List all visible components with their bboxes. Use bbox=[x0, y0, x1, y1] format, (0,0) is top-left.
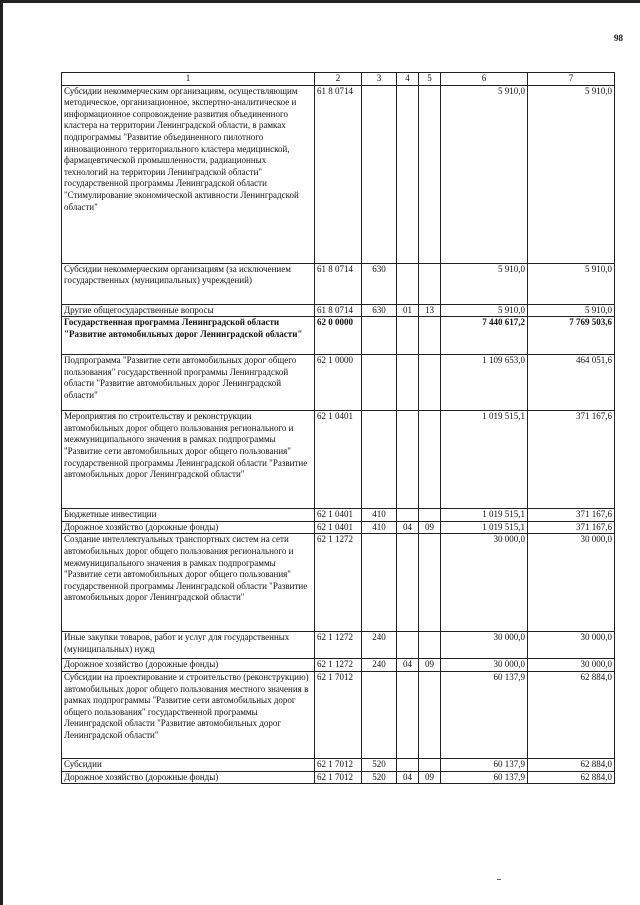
table-row bbox=[62, 509, 615, 522]
scan-edge-top bbox=[0, 0, 640, 3]
row-amount-year1-cell: 1 019 515,1 bbox=[441, 411, 528, 509]
scan-edge-left bbox=[0, 0, 3, 905]
row-expense-type-cell bbox=[362, 317, 397, 355]
row-section-cell bbox=[397, 411, 419, 509]
header-cell: 1 bbox=[62, 73, 315, 86]
table-row bbox=[62, 85, 615, 263]
row-name-cell: Бюджетные инвестиции bbox=[62, 509, 315, 522]
row-name-cell: Мероприятия по строительству и реконструкции автомобильных дорог общего пользования регионального и межмуниципального значения в рамках подпрограммы "Развитие сети автомобильных дорог общего пользования" государственной программы Ленинградской области "Развитие автомобильных дорог Ленинградской области" bbox=[62, 411, 315, 509]
row-amount-year2-cell: 371 167,6 bbox=[528, 509, 615, 522]
table-row bbox=[62, 263, 615, 304]
header-cell: 2 bbox=[315, 73, 362, 86]
row-name-cell: Субсидии на проектирование и строительство (реконструкцию) автомобильных дорог общего пользования местного значения в рамках подпрограммы "Развитие сети автомобильных дорог общего пользования" государственной программы Ленинградской области "Развитие автомобильных дорог Ленинградской области" bbox=[62, 671, 315, 758]
row-name-cell: Дорожное хозяйство (дорожные фонды) bbox=[62, 771, 315, 784]
table-row bbox=[62, 317, 615, 355]
row-code-cell: 62 1 1272 bbox=[315, 534, 362, 632]
row-amount-year2-cell: 371 167,6 bbox=[528, 411, 615, 509]
table-row bbox=[62, 355, 615, 411]
table-row bbox=[62, 758, 615, 771]
budget-table bbox=[61, 72, 615, 784]
row-name-cell: Государственная программа Ленинградской области "Развитие автомобильных дорог Ленинградской области" bbox=[62, 317, 315, 355]
table-row bbox=[62, 632, 615, 659]
header-cell: 7 bbox=[528, 73, 615, 86]
table-row bbox=[62, 521, 615, 534]
row-section-cell bbox=[397, 263, 419, 304]
row-expense-type-cell bbox=[362, 355, 397, 411]
table-row bbox=[62, 671, 615, 758]
page-number: 98 bbox=[614, 33, 623, 43]
row-section-cell: 04 bbox=[397, 521, 419, 534]
row-name-cell: Другие общегосударственные вопросы bbox=[62, 304, 315, 317]
row-subsection-cell bbox=[419, 758, 441, 771]
row-subsection-cell bbox=[419, 317, 441, 355]
row-section-cell: 04 bbox=[397, 659, 419, 672]
row-name-cell: Дорожное хозяйство (дорожные фонды) bbox=[62, 659, 315, 672]
row-code-cell: 62 1 1272 bbox=[315, 632, 362, 659]
row-code-cell: 62 1 0401 bbox=[315, 411, 362, 509]
row-code-cell: 61 8 0714 bbox=[315, 85, 362, 263]
row-amount-year2-cell: 62 884,0 bbox=[528, 758, 615, 771]
row-expense-type-cell: 240 bbox=[362, 632, 397, 659]
row-amount-year2-cell: 7 769 503,6 bbox=[528, 317, 615, 355]
row-code-cell: 62 1 0401 bbox=[315, 509, 362, 522]
row-code-cell: 62 1 7012 bbox=[315, 771, 362, 784]
row-code-cell: 62 1 7012 bbox=[315, 758, 362, 771]
row-expense-type-cell bbox=[362, 85, 397, 263]
row-amount-year2-cell: 5 910,0 bbox=[528, 263, 615, 304]
row-name-cell: Субсидии некоммерческим организациям (за исключением государственных (муниципальных) учреждений) bbox=[62, 263, 315, 304]
row-expense-type-cell: 520 bbox=[362, 758, 397, 771]
row-amount-year1-cell: 30 000,0 bbox=[441, 534, 528, 632]
table-row bbox=[62, 304, 615, 317]
row-amount-year1-cell: 30 000,0 bbox=[441, 632, 528, 659]
row-expense-type-cell: 630 bbox=[362, 263, 397, 304]
row-name-cell: Создание интеллектуальных транспортных систем на сети автомобильных дорог общего пользования регионального и межмуниципального значения в рамках подпрограммы "Развитие сети автомобильных дорог общего пользования" государственной программы Ленинградской области "Развитие автомобильных дорог Ленинградской области" bbox=[62, 534, 315, 632]
row-code-cell: 62 1 0000 bbox=[315, 355, 362, 411]
row-expense-type-cell: 410 bbox=[362, 521, 397, 534]
row-subsection-cell bbox=[419, 263, 441, 304]
row-amount-year1-cell: 1 109 653,0 bbox=[441, 355, 528, 411]
row-code-cell: 61 8 0714 bbox=[315, 263, 362, 304]
row-expense-type-cell: 410 bbox=[362, 509, 397, 522]
row-subsection-cell bbox=[419, 85, 441, 263]
row-subsection-cell: 09 bbox=[419, 659, 441, 672]
row-code-cell: 62 1 0401 bbox=[315, 521, 362, 534]
header-cell: 6 bbox=[441, 73, 528, 86]
row-amount-year1-cell: 30 000,0 bbox=[441, 659, 528, 672]
row-section-cell: 01 bbox=[397, 304, 419, 317]
row-amount-year2-cell: 30 000,0 bbox=[528, 632, 615, 659]
row-amount-year1-cell: 60 137,9 bbox=[441, 771, 528, 784]
row-amount-year2-cell: 5 910,0 bbox=[528, 85, 615, 263]
row-code-cell: 62 1 7012 bbox=[315, 671, 362, 758]
row-section-cell bbox=[397, 758, 419, 771]
header-cell: 3 bbox=[362, 73, 397, 86]
row-subsection-cell bbox=[419, 509, 441, 522]
row-subsection-cell bbox=[419, 355, 441, 411]
row-amount-year1-cell: 5 910,0 bbox=[441, 304, 528, 317]
table-row bbox=[62, 534, 615, 632]
row-name-cell: Субсидии bbox=[62, 758, 315, 771]
scan-mark bbox=[497, 879, 501, 880]
table-row bbox=[62, 771, 615, 784]
row-name-cell: Дорожное хозяйство (дорожные фонды) bbox=[62, 521, 315, 534]
row-expense-type-cell: 240 bbox=[362, 659, 397, 672]
row-section-cell bbox=[397, 85, 419, 263]
table-row bbox=[62, 659, 615, 672]
row-section-cell: 04 bbox=[397, 771, 419, 784]
row-expense-type-cell bbox=[362, 671, 397, 758]
header-cell: 4 bbox=[397, 73, 419, 86]
row-expense-type-cell: 630 bbox=[362, 304, 397, 317]
row-section-cell bbox=[397, 355, 419, 411]
row-amount-year1-cell: 5 910,0 bbox=[441, 85, 528, 263]
row-amount-year2-cell: 5 910,0 bbox=[528, 304, 615, 317]
row-amount-year1-cell: 5 910,0 bbox=[441, 263, 528, 304]
row-section-cell bbox=[397, 671, 419, 758]
row-amount-year1-cell: 60 137,9 bbox=[441, 758, 528, 771]
table-header-row bbox=[62, 73, 615, 86]
row-subsection-cell: 09 bbox=[419, 771, 441, 784]
row-expense-type-cell bbox=[362, 411, 397, 509]
row-section-cell bbox=[397, 534, 419, 632]
row-subsection-cell bbox=[419, 534, 441, 632]
row-expense-type-cell bbox=[362, 534, 397, 632]
row-amount-year1-cell: 1 019 515,1 bbox=[441, 521, 528, 534]
row-code-cell: 62 1 1272 bbox=[315, 659, 362, 672]
row-subsection-cell bbox=[419, 411, 441, 509]
row-subsection-cell: 13 bbox=[419, 304, 441, 317]
row-subsection-cell: 09 bbox=[419, 521, 441, 534]
row-amount-year2-cell: 371 167,6 bbox=[528, 521, 615, 534]
row-name-cell: Субсидии некоммерческим организациям, осуществляющим методическое, организационное, экспертно-аналитическое и информационное сопровождение развития объединенного кластера на территории Ленинградской области, в рамках подпрограммы "Развитие объединенного пилотного инновационного территориального кластера медицинской, фармацевтической промышленности, радиационных технологий на территории Ленинградской области" государственной программы Ленинградской области "Стимулирование экономической активности Ленинградской области" bbox=[62, 85, 315, 263]
row-amount-year2-cell: 30 000,0 bbox=[528, 659, 615, 672]
row-amount-year2-cell: 464 051,6 bbox=[528, 355, 615, 411]
table-row bbox=[62, 411, 615, 509]
header-cell: 5 bbox=[419, 73, 441, 86]
row-section-cell bbox=[397, 632, 419, 659]
row-name-cell: Подпрограмма "Развитие сети автомобильных дорог общего пользования" государственной программы Ленинградской области "Развитие автомобильных дорог Ленинградской области" bbox=[62, 355, 315, 411]
row-amount-year1-cell: 7 440 617,2 bbox=[441, 317, 528, 355]
row-name-cell: Иные закупки товаров, работ и услуг для государственных (муниципальных) нужд bbox=[62, 632, 315, 659]
row-expense-type-cell: 520 bbox=[362, 771, 397, 784]
row-section-cell bbox=[397, 509, 419, 522]
row-code-cell: 62 0 0000 bbox=[315, 317, 362, 355]
row-amount-year2-cell: 62 884,0 bbox=[528, 771, 615, 784]
row-amount-year1-cell: 60 137,9 bbox=[441, 671, 528, 758]
row-amount-year2-cell: 30 000,0 bbox=[528, 534, 615, 632]
row-section-cell bbox=[397, 317, 419, 355]
row-subsection-cell bbox=[419, 632, 441, 659]
row-amount-year1-cell: 1 019 515,1 bbox=[441, 509, 528, 522]
row-subsection-cell bbox=[419, 671, 441, 758]
row-amount-year2-cell: 62 884,0 bbox=[528, 671, 615, 758]
row-code-cell: 61 8 0714 bbox=[315, 304, 362, 317]
